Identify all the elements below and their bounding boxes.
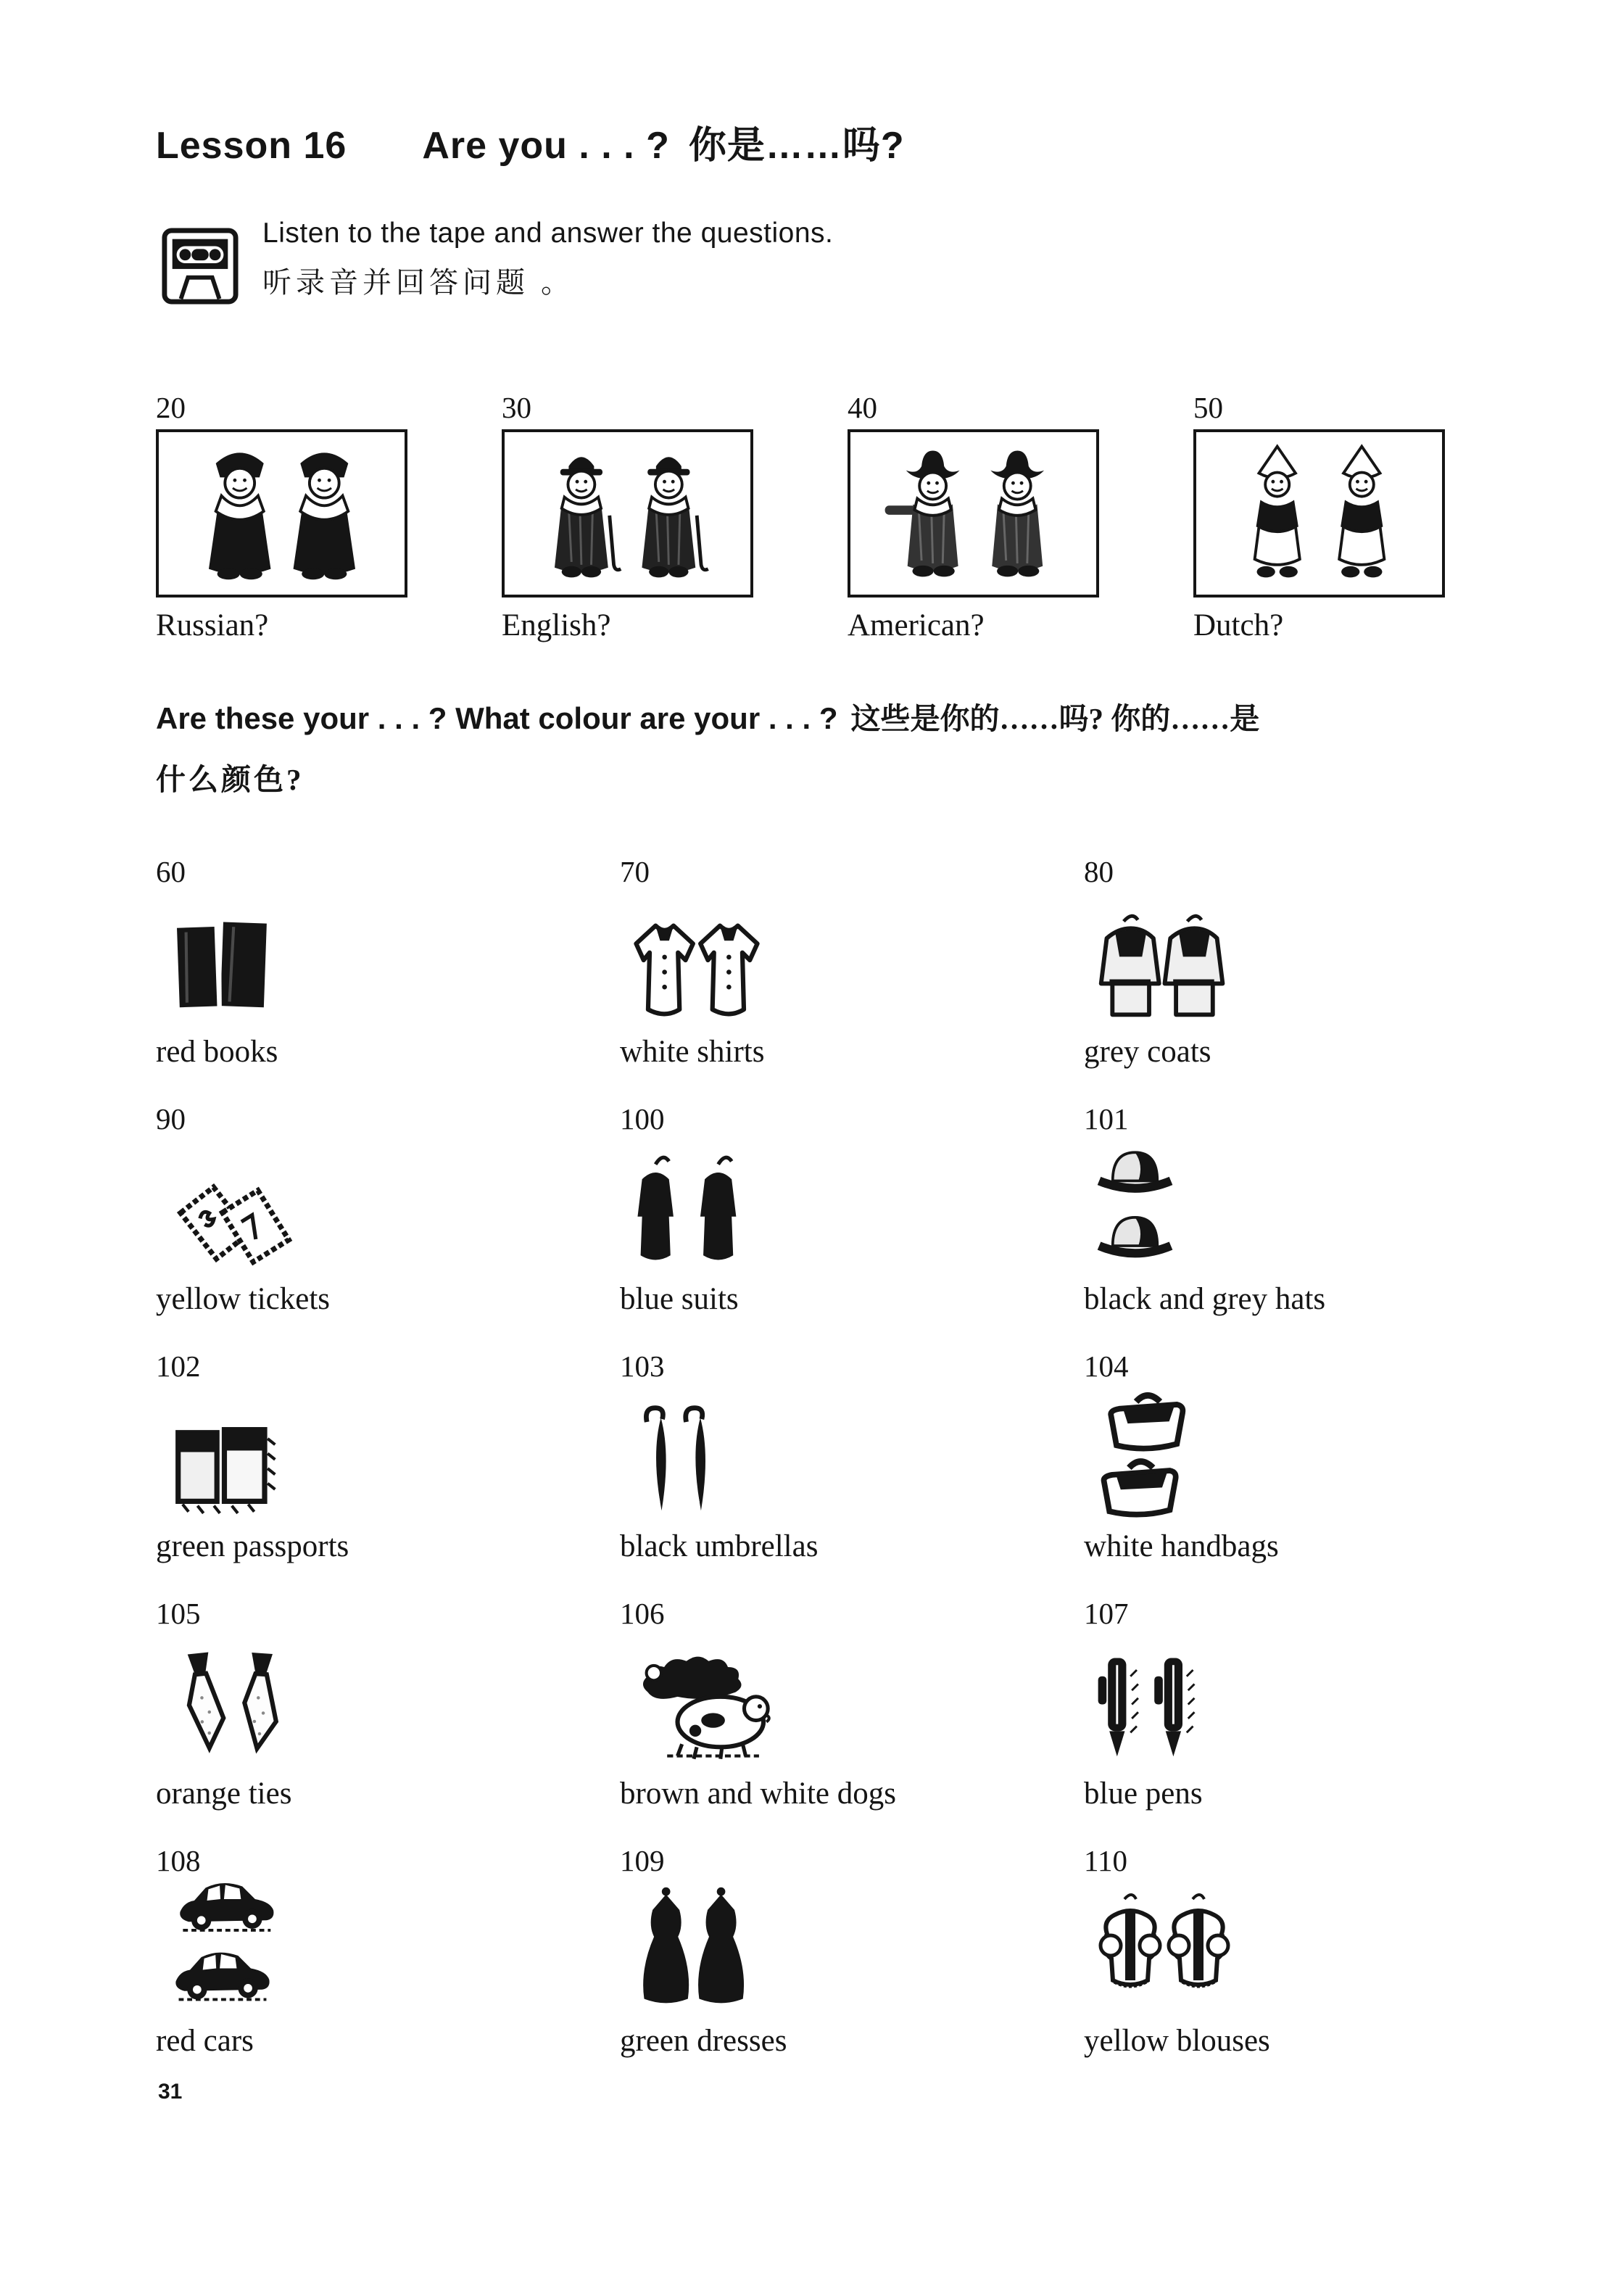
item-cell <box>620 1843 1084 2091</box>
coats-icon <box>1090 910 1238 1027</box>
picture-box <box>156 429 407 598</box>
item-number: 102 <box>156 1349 201 1383</box>
hats-icon <box>1090 1141 1191 1274</box>
item-number: 106 <box>620 1597 665 1630</box>
item-number: 103 <box>620 1349 665 1383</box>
cassette-tape-icon <box>161 223 239 311</box>
lesson-question: Are you . . . ? <box>422 125 670 167</box>
item-cell <box>1084 1349 1562 1596</box>
tickets-icon <box>162 1151 304 1274</box>
item-label: green passports <box>156 1529 349 1563</box>
item-cell <box>620 1101 1084 1349</box>
books-icon <box>162 911 289 1027</box>
picture-caption: Dutch? <box>1193 608 1284 642</box>
english-couple-icon <box>519 438 737 590</box>
item-cell <box>1084 1843 1562 2091</box>
item-cell <box>620 1349 1084 1596</box>
suits-icon <box>626 1151 753 1274</box>
item-number: 110 <box>1084 1844 1127 1877</box>
nationality-picture <box>156 390 407 643</box>
item-label: red books <box>156 1035 278 1069</box>
item-label: white shirts <box>620 1035 765 1069</box>
item-number: 70 <box>620 855 650 888</box>
picture-caption: English? <box>502 608 611 642</box>
shirts-icon <box>626 918 768 1027</box>
umbrellas-icon <box>626 1398 724 1521</box>
handbags-icon <box>1090 1381 1209 1521</box>
item-cell <box>620 854 1084 1101</box>
listen-instruction-chinese: 听录音并回答问题 。 <box>262 266 574 299</box>
item-label: green dresses <box>620 2024 787 2058</box>
picture-caption: Russian? <box>156 608 269 642</box>
ties-icon <box>162 1638 296 1769</box>
item-number: 60 <box>156 855 186 888</box>
item-label: white handbags <box>1084 1529 1279 1563</box>
item-number: 105 <box>156 1597 201 1630</box>
item-label: orange ties <box>156 1777 292 1811</box>
section-heading-chinese: 这些是你的……吗? 你的……是 <box>850 702 1260 735</box>
item-label: yellow blouses <box>1084 2024 1270 2058</box>
picture-number: 40 <box>848 391 877 424</box>
items-grid <box>156 854 1562 2091</box>
item-number: 101 <box>1084 1102 1129 1136</box>
item-cell <box>156 1101 620 1349</box>
item-label: yellow tickets <box>156 1282 331 1316</box>
picture-caption: American? <box>848 608 985 642</box>
item-number: 100 <box>620 1102 665 1136</box>
item-label: blue suits <box>620 1282 739 1316</box>
picture-box <box>1193 429 1445 598</box>
item-cell <box>156 854 620 1101</box>
dresses-icon <box>626 1882 767 2016</box>
item-cell <box>156 1349 620 1596</box>
cars-icon <box>162 1871 310 2016</box>
item-cell <box>156 1596 620 1843</box>
page-number: 31 <box>158 2080 183 2104</box>
american-couple-icon <box>865 438 1082 590</box>
section-heading <box>156 695 1259 737</box>
lesson-question-chinese: 你是……吗? <box>688 125 905 167</box>
item-number: 108 <box>156 1844 201 1877</box>
section-heading-chinese-line2: 什么颜色? <box>156 763 304 796</box>
page-title <box>156 115 905 169</box>
section-heading-english: Are these your . . . ? What colour are your . . . ? <box>156 701 838 735</box>
nationality-picture <box>502 390 753 643</box>
dogs-icon <box>626 1639 796 1769</box>
item-cell <box>1084 854 1562 1101</box>
item-label: red cars <box>156 2024 254 2058</box>
item-label: black and grey hats <box>1084 1282 1326 1316</box>
item-label: blue pens <box>1084 1777 1203 1811</box>
item-cell <box>156 1843 620 2091</box>
item-number: 80 <box>1084 855 1114 888</box>
dutch-couple-icon <box>1211 438 1428 590</box>
nationality-picture <box>1193 390 1445 643</box>
picture-box <box>848 429 1099 598</box>
item-number: 109 <box>620 1844 665 1877</box>
listen-instruction-english: Listen to the tape and answer the questions. <box>262 218 834 249</box>
item-label: black umbrellas <box>620 1529 819 1563</box>
russian-couple-icon <box>173 438 391 590</box>
nationality-picture <box>848 390 1099 643</box>
pens-icon <box>1090 1645 1206 1769</box>
item-label: brown and white dogs <box>620 1777 896 1811</box>
picture-number: 20 <box>156 391 186 424</box>
item-number: 104 <box>1084 1349 1129 1383</box>
blouses-icon <box>1090 1889 1235 2016</box>
item-number: 90 <box>156 1102 186 1136</box>
picture-box <box>502 429 753 598</box>
item-cell <box>1084 1596 1562 1843</box>
item-cell <box>1084 1101 1562 1349</box>
picture-number: 30 <box>502 391 531 424</box>
picture-number: 50 <box>1193 391 1223 424</box>
passports-icon <box>162 1413 289 1521</box>
item-cell <box>620 1596 1084 1843</box>
item-label: grey coats <box>1084 1035 1211 1069</box>
listen-instruction <box>161 218 833 311</box>
lesson-number: Lesson 16 <box>156 125 347 167</box>
item-number: 107 <box>1084 1597 1129 1630</box>
nationality-pictures-row <box>156 390 1445 643</box>
